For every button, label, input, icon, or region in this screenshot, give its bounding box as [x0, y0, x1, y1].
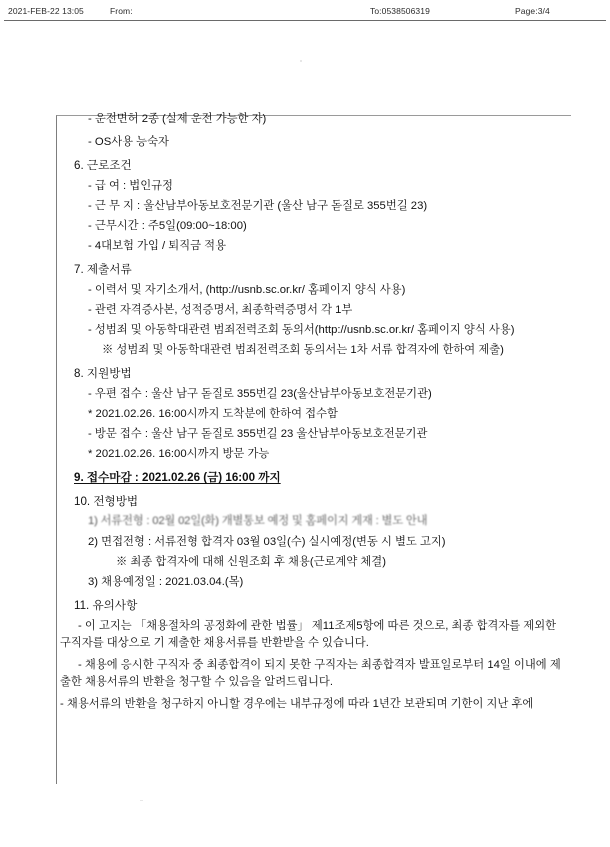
list-item: - 방문 접수 : 울산 남구 돋질로 355번길 23 울산남부아동보호전문기관: [88, 428, 428, 441]
document-body: [60, 112, 576, 713]
note-item: * 2021.02.26. 16:00시까지 도착분에 한하여 접수함: [88, 407, 338, 420]
list-item: - 근무시간 : 주5일(09:00~18:00): [88, 220, 247, 233]
fax-header-from: From:: [110, 6, 133, 16]
list-item: - 근 무 지 : 울산남부아동보호전문기관 (울산 남구 돋질로 355번길 23): [88, 199, 428, 212]
section-heading-11: 11. 유의사항: [74, 598, 138, 612]
list-item: - 우편 접수 : 울산 남구 돋질로 355번길 23(울산남부아동보호전문기관): [88, 387, 432, 400]
list-item: 2) 면접전형 : 서류전형 합격자 03월 03일(수) 실시예정(변동 시 별도 고지): [88, 535, 446, 548]
list-item: - 운전면허 2종 (실제 운전 가능한 자): [88, 113, 267, 125]
notice-paragraph: - 채용에 응시한 구직자 중 최종합격이 되지 못한 구직자는 최종합격자 발표일로부터 14일 이내에 제출한 채용서류의 반환을 청구할 수 있음을 알려드립니다.: [60, 659, 561, 689]
section-heading-10: 10. 전형방법: [74, 494, 139, 508]
list-item: - 성범죄 및 아동학대관련 범죄전력조회 동의서(http://usnb.sc.or.kr/ 홈페이지 양식 사용): [88, 324, 515, 337]
list-item: - 이력서 및 자기소개서, (http://usnb.sc.or.kr/ 홈페이지 양식 사용): [88, 283, 406, 296]
list-item: - 관련 자격증사본, 성적증명서, 최종학력증명서 각 1부: [88, 303, 353, 316]
section-heading-6: 6. 근로조건: [74, 159, 132, 173]
section-heading-8: 8. 지원방법: [74, 367, 132, 381]
fax-header: [0, 6, 610, 20]
list-item: - 급 여 : 법인규정: [88, 179, 173, 192]
scan-noise: [140, 800, 143, 801]
section-heading-9: 9. 접수마감 : 2021.02.26 (금) 16:00 까지: [74, 471, 281, 485]
list-item: 3) 채용예정일 : 2021.03.04.(목): [88, 575, 244, 588]
scan-noise: [300, 60, 302, 62]
note-item: ※ 최종 합격자에 대해 신원조회 후 채용(근로계약 체결): [116, 555, 386, 568]
fax-header-to: To:0538506319: [370, 6, 430, 16]
fax-header-date: 2021-FEB-22 13:05: [8, 6, 84, 16]
notice-paragraph: - 채용서류의 반환을 청구하지 아니할 경우에는 내부규정에 따라 1년간 보관되며 기한이 지난 후에: [60, 698, 534, 711]
notice-paragraph: - 이 고지는 「채용절차의 공정화에 관한 법률」 제11조제5항에 따른 것으로, 최종 합격자를 제외한 구직자를 대상으로 기 제출한 채용서류를 반환받을 수 있습니다.: [60, 620, 557, 650]
note-item: ※ 성범죄 및 아동학대관련 범죄전력조회 동의서는 1차 서류 합격자에 한하여 제출): [102, 344, 504, 357]
list-item: 1) 서류전형 : 02월 02일(화) 개별통보 예정 및 홈페이지 게재 : 별도 안내: [88, 515, 428, 528]
note-item: * 2021.02.26. 16:00시까지 방문 가능: [88, 448, 270, 461]
list-item: - 4대보험 가입 / 퇴직금 적용: [88, 240, 227, 253]
list-item: - OS사용 능숙자: [88, 136, 169, 149]
fax-header-divider: [4, 20, 606, 21]
section-heading-7: 7. 제출서류: [74, 263, 132, 277]
fax-header-page: Page:3/4: [515, 6, 550, 16]
